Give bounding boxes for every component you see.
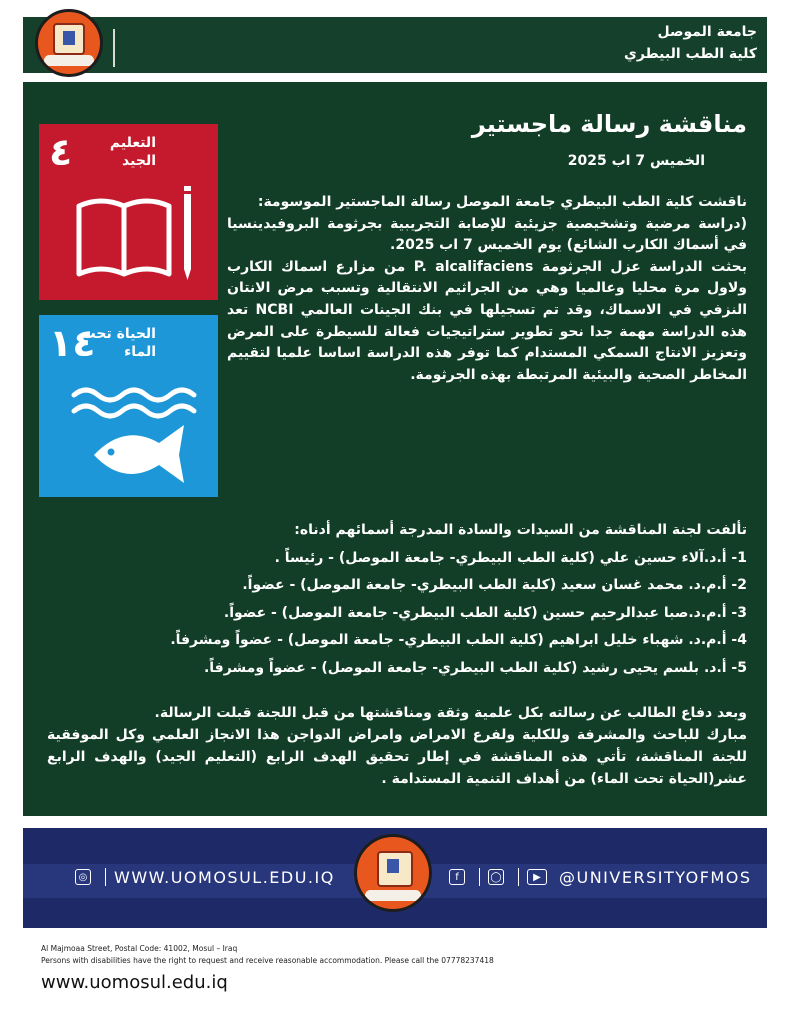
sdg14-tile xyxy=(39,315,218,497)
university-name: جامعة الموصل xyxy=(657,24,757,40)
university-banner xyxy=(23,828,767,928)
header-text xyxy=(624,21,757,65)
closing-text xyxy=(47,702,747,790)
committee-member: 3- أ.م.د.صبا عبدالرحيم حسين (كلية الطب البيطري- جامعة الموصل) - عضواً. xyxy=(223,604,747,621)
news-panel xyxy=(23,82,767,816)
footer-accessibility-note: Persons with disabilities have the right to request and receive reasonable accommodation. Please call the 07778237418 xyxy=(41,956,494,965)
sdg4-tile xyxy=(39,124,218,300)
university-logo xyxy=(354,834,432,912)
article-paragraph: (دراسة مرضية وتشخيصية جزيئية للإصابة التجريبية بجرثومة البروفيدينسيا في أسماك الكارب الشائع) يوم الخميس 7 اب 2025. xyxy=(227,215,747,254)
university-logo xyxy=(35,9,103,77)
closing-paragraph: مبارك للباحث والمشرفة وللكلية ولفرع الامراض وامراض الدواجن هذا الانجاز العلمي وكل الموفقية للجنة المناقشة، تأتي هذه المناقشة في إطار تحقيق الهدف الرابع (التعليم الجيد) والهدف الرابع عشر(الحياة تحت الماء) من أهداف التنمية المستدامة . xyxy=(47,727,747,787)
committee-member: 4- أ.م.د. شهباء خليل ابراهيم (كلية الطب البيطري- جامعة الموصل) - عضواً ومشرفاً. xyxy=(170,632,747,648)
page-title: مناقشة رسالة ماجستير xyxy=(471,110,747,138)
social-handle: @UNIVERSITYOFMOS xyxy=(559,867,752,887)
article-paragraph: بحثت الدراسة عزل الجرثومة P. alcalifaciens من مزارع اسماك الكارب ولاول مرة محليا وعالميا وهي من الجراثيم الانتقالية وتسبب مرض الانتان النزفي في الاسماك، وقد تم تسجيلها في بنك الجينات العالمي NCBI تعد هذه الدراسة مهمة جدا نحو تطوير ستراتيجيات فعالة للسيطرة على المرض وتعزيز الانتاج السمكي المستدام كما توفر هذه الدراسة اساسا علميا لتقييم المخاطر الصحية والبيئية المرتبطة بهذه الجرثومة. xyxy=(227,258,748,383)
header-divider xyxy=(113,29,115,67)
youtube-icon[interactable]: ▶ xyxy=(527,869,547,885)
committee-intro: تألفت لجنة المناقشة من السيدات والسادة المدرجة أسمائهم أدناه: xyxy=(294,522,747,538)
sdg4-title: التعليم الجيد xyxy=(109,135,156,169)
header-bar xyxy=(23,17,767,73)
footer-url[interactable]: www.uomosul.edu.iq xyxy=(41,972,228,993)
fish-waves-icon xyxy=(39,315,218,497)
sdg14-title: الحياة تحت الماء xyxy=(81,326,156,360)
committee-member: 2- أ.م.د. محمد غسان سعيد (كلية الطب البيطري- جامعة الموصل) - عضواً. xyxy=(242,577,747,593)
globe-icon: ◎ xyxy=(75,869,91,885)
website-link[interactable] xyxy=(75,863,335,891)
facebook-icon[interactable]: f xyxy=(449,869,465,885)
committee-member: 5- أ.د. بلسم يحيى رشيد (كلية الطب البيطري- جامعة الموصل) - عضواً ومشرفاً. xyxy=(203,659,747,676)
closing-paragraph: وبعد دفاع الطالب عن رسالته بكل علمية وثقة ومناقشتها من قبل اللجنة قبلت الرسالة. xyxy=(154,705,747,721)
instagram-icon[interactable]: ◯ xyxy=(488,869,504,885)
website-text: WWW.UOMOSUL.EDU.IQ xyxy=(114,867,335,887)
book-pencil-icon xyxy=(39,124,218,300)
sdg14-number: ١٤ xyxy=(49,321,96,365)
event-date: الخميس 7 اب 2025 xyxy=(567,153,705,169)
article-paragraph: ناقشت كلية الطب البيطري جامعة الموصل رسالة الماجستير الموسومة: xyxy=(257,194,747,210)
social-links[interactable] xyxy=(449,863,751,891)
committee-member: 1- أ.د.آلاء حسين علي (كلية الطب البيطري- جامعة الموصل) - رئيساً . xyxy=(274,549,747,566)
article-body xyxy=(227,192,747,386)
sdg4-number: ٤ xyxy=(49,130,73,174)
footer-address: Al Majmoaa Street, Postal Code: 41002, Mosul – Iraq xyxy=(41,944,238,953)
committee-list xyxy=(47,517,747,682)
college-name: كلية الطب البيطري xyxy=(624,46,757,62)
